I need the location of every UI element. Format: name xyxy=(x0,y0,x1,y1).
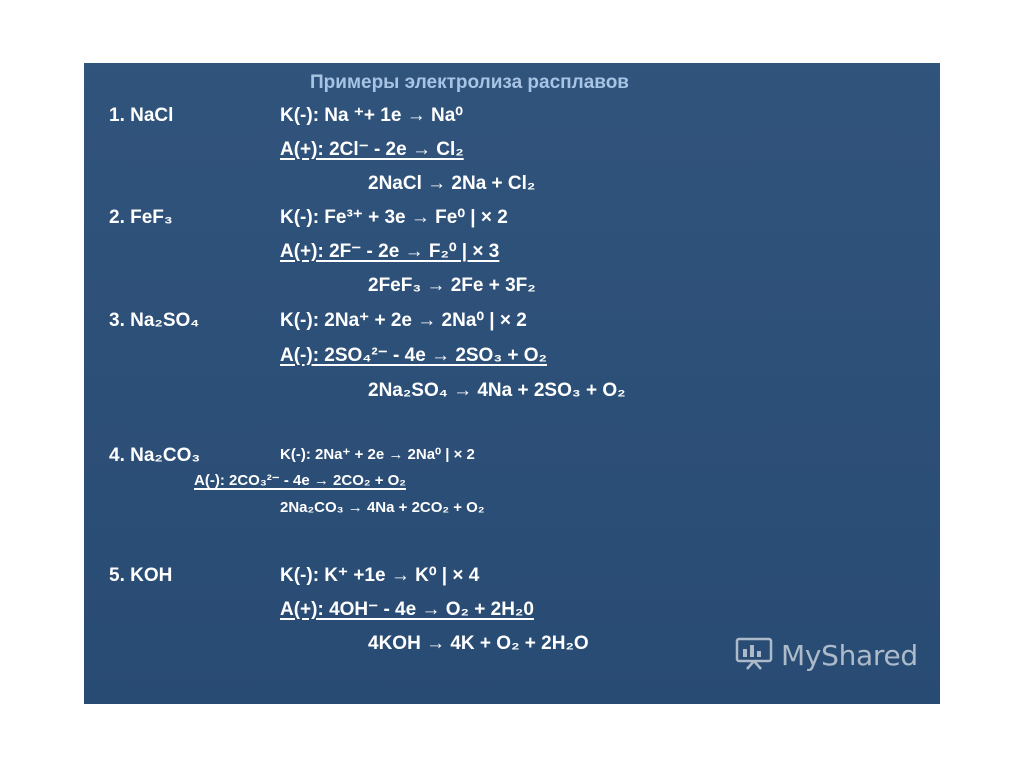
slide-title: Примеры электролиза расплавов xyxy=(310,72,629,93)
row-4-overall: 2Na₂CO₃ → 4Na + 2CO₂ + O₂ xyxy=(280,499,485,516)
row-1-cathode: K(-): Na ⁺+ 1e → Na⁰ xyxy=(280,105,463,126)
row-3-label: 3. Na₂SO₄ xyxy=(109,310,200,331)
presentation-board-icon xyxy=(735,636,773,675)
row-2-overall: 2FeF₃ → 2Fe + 3F₂ xyxy=(368,275,536,296)
row-4-label: 4. Na₂CO₃ xyxy=(109,445,201,466)
watermark xyxy=(735,636,918,675)
row-5-label: 5. KOH xyxy=(109,565,173,586)
row-4-cathode: K(-): 2Na⁺ + 2e → 2Na⁰ | × 2 xyxy=(280,446,475,463)
row-5-anode: A(+): 4OH⁻ - 4e → O₂ + 2H₂0 xyxy=(280,599,534,620)
row-3-cathode: K(-): 2Na⁺ + 2e → 2Na⁰ | × 2 xyxy=(280,310,527,331)
row-1-label: 1. NaCl xyxy=(109,105,174,126)
row-1-anode: A(+): 2Cl⁻ - 2e → Cl₂ xyxy=(280,139,464,160)
slide xyxy=(84,63,940,704)
row-3-overall: 2Na₂SO₄ → 4Na + 2SO₃ + O₂ xyxy=(368,380,626,401)
row-1-overall: 2NaCl → 2Na + Cl₂ xyxy=(368,173,536,194)
row-5-cathode: K(-): K⁺ +1e → K⁰ | × 4 xyxy=(280,565,480,586)
row-2-anode: A(+): 2F⁻ - 2e → F₂⁰ | × 3 xyxy=(280,241,500,262)
row-3-anode: A(-): 2SO₄²⁻ - 4e → 2SO₃ + O₂ xyxy=(280,345,547,366)
row-5-overall: 4KOH → 4K + O₂ + 2H₂O xyxy=(368,633,589,654)
row-2-label: 2. FeF₃ xyxy=(109,207,173,228)
row-4-anode: A(-): 2CO₃²⁻ - 4e → 2CO₂ + O₂ xyxy=(194,472,406,489)
row-2-cathode: K(-): Fe³⁺ + 3e → Fe⁰ | × 2 xyxy=(280,207,508,228)
watermark-text: MyShared xyxy=(781,639,918,672)
